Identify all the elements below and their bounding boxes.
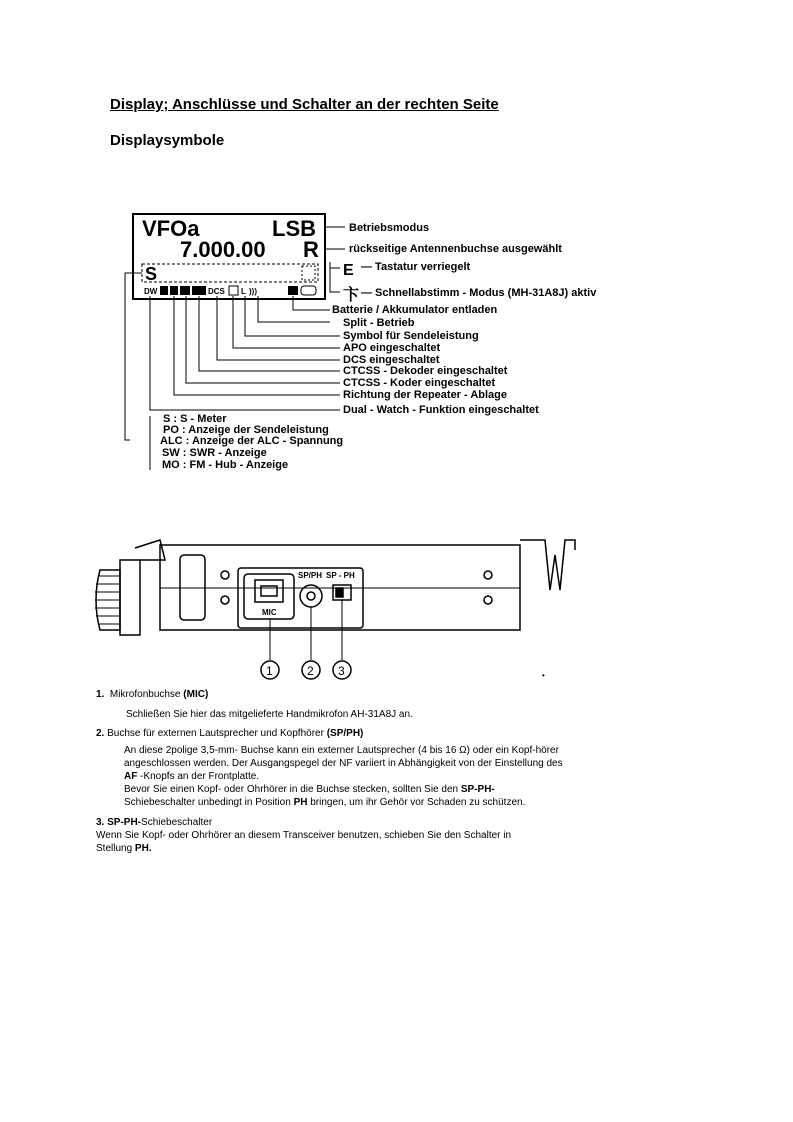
stray-dot: • [542,671,545,680]
callout-dcs: DCS eingeschaltet [343,354,440,366]
lock-icon: E [343,262,354,279]
icon-ctcss-koder [170,286,178,295]
spph-jack-label: SP/PH [298,571,323,580]
icon-repeater [160,286,168,295]
icon-sq [192,286,206,295]
icon-dcs: DCS [208,287,225,296]
callout-ctcss-koder: CTCSS - Koder eingeschaltet [343,377,496,389]
lcd-fast-box [302,266,315,280]
fast-tune-icon: 卞 [343,287,360,304]
device-side-diagram [0,530,793,690]
display-diagram [0,0,793,500]
marker-1: 1 [266,664,273,678]
item-1-title: 1. Mikrofonbuchse (MIC) [96,689,209,700]
icon-apo [229,286,238,295]
callout-dual-watch: Dual - Watch - Funktion eingeschaltet [343,404,539,416]
lcd-frequency: 7.000.00 [180,237,266,262]
marker-3: 3 [338,664,345,678]
meter-legend-line: SW : SWR - Anzeige [162,447,267,459]
mic-label: MIC [262,608,277,617]
icon-ctcss-dekoder [180,286,190,295]
callout-batterie: Batterie / Akkumulator entladen [332,304,498,316]
meter-legend-line: S : S - Meter [163,413,227,425]
lcd-vfo: VFOa [142,216,200,241]
lcd-antenna: R [303,237,319,262]
icon-power-symbol: ))) [249,287,257,296]
callout-sendeleistung: Symbol für Sendeleistung [343,330,479,342]
callout-apo: APO eingeschaltet [343,342,441,354]
icon-battery [301,286,316,295]
callout-tastatur: — Tastatur verriegelt [361,261,471,273]
lcd-meter-area [142,264,318,282]
callout-schnell: — Schnellabstimm - Modus (MH-31A8J) aktiv [361,287,597,299]
meter-legend-line: PO : Anzeige der Sendeleistung [163,424,329,436]
spph-switch-label: SP - PH [326,571,355,580]
section-title: Displaysymbole [110,132,225,149]
item-1-body: Schließen Sie hier das mitgelieferte Handmikrofon AH-31A8J an. [126,709,413,720]
icon-dw: DW [144,287,158,296]
lcd-meter-letter: S [145,264,158,284]
callout-antenne: rückseitige Antennenbuchse ausgewählt [349,243,562,255]
marker-2: 2 [307,664,314,678]
meter-legend-line: ALC : Anzeige der ALC - Spannung [160,435,344,447]
lcd-mode: LSB [272,216,316,241]
item-3-title: 3. SP-PH-Schiebeschalter [96,817,213,828]
meter-legend-line: MO : FM - Hub - Anzeige [162,459,289,471]
callout-split: Split - Betrieb [343,317,415,329]
item-3-body: Wenn Sie Kopf- oder Ohrhörer an diesem Transceiver benutzen, schieben Sie den Schalter in Stellung PH. [96,830,512,854]
icon-l: L [241,287,246,296]
item-2-title: 2. Buchse für externen Lautsprecher und Kopfhörer (SP/PH) [96,728,364,739]
callout-repeater: Richtung der Repeater - Ablage [343,389,508,401]
page-title: Display; Anschlüsse und Schalter an der rechten Seite [110,96,499,113]
callout-betriebsmodus: Betriebsmodus [349,222,430,234]
icon-split [288,286,298,295]
item-2-body: An diese 2polige 3,5-mm- Buchse kann ein externer Lautsprecher (4 bis 16 Ω) oder ein Kopf-hörer angeschlossen werden. Der Ausgangspegel der NF variiert in Abhängigkeit von der Einstellung des AF -Knopfs an der Frontplatte. Bevor Sie einen Kopf- oder Ohrhörer in die Buchse stecken, sollten Sie den SP-PH- Schiebeschalter unbedingt in Position PH bringen, um ihr Gehör vor Schaden zu schützen. [124,745,563,808]
callout-ctcss-dekoder: CTCSS - Dekoder eingeschaltet [343,365,508,377]
